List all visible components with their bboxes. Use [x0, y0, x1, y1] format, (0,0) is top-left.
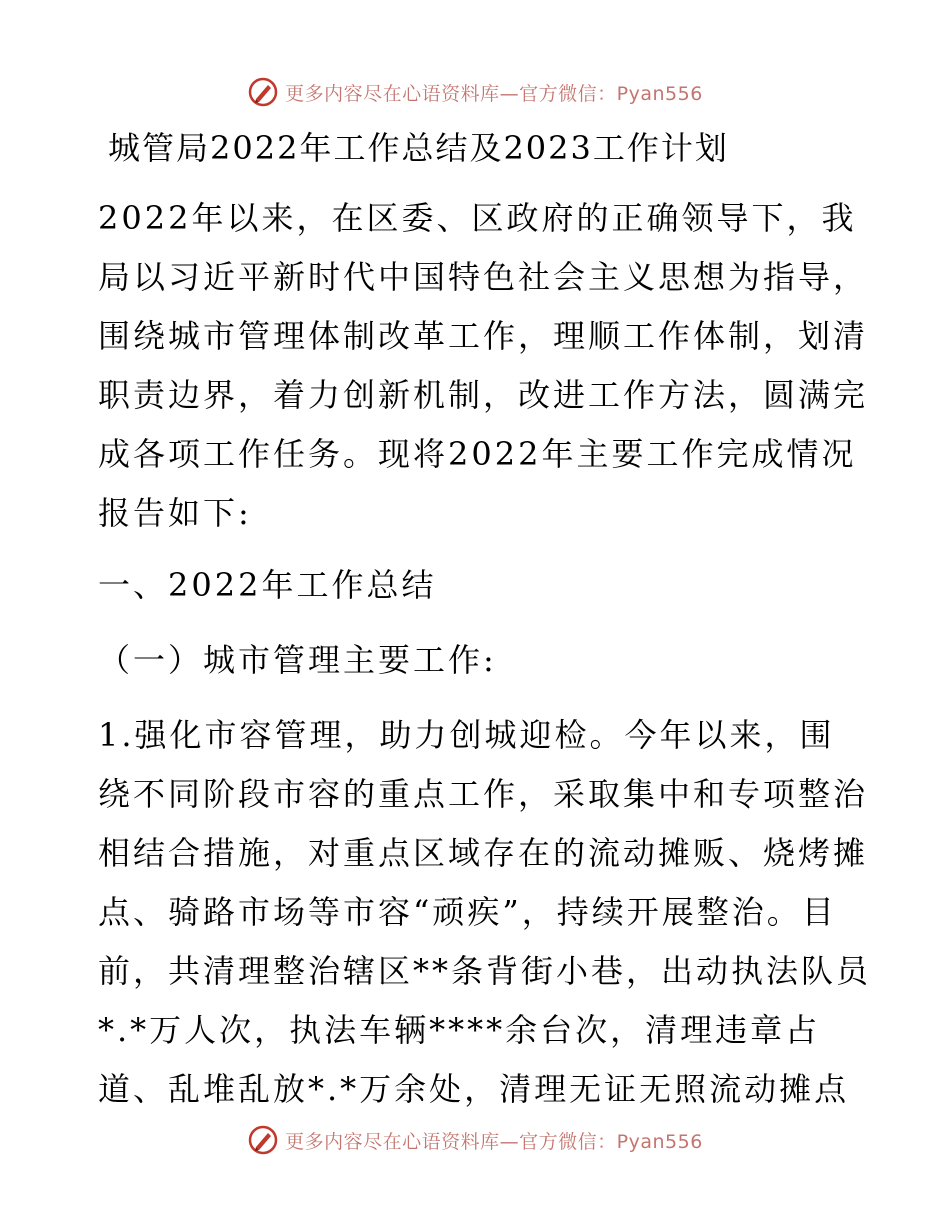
pen-logo-icon: [247, 1124, 279, 1156]
paragraph-line: 2022年以来，在区委、区政府的正确领导下，我: [98, 199, 857, 237]
paragraph-line: *.*万人次，执法车辆****余台次，清理违章占: [98, 1011, 821, 1049]
paragraph-line: 围绕城市管理体制改革工作，理顺工作体制，划清: [98, 317, 869, 355]
section-heading: 一、2022年工作总结: [98, 566, 437, 604]
paragraph-line: 道、乱堆乱放*.*万余处，清理无证无照流动摊点: [98, 1070, 850, 1108]
paragraph-line: 职责边界，着力创新机制，改进工作方法，圆满完: [98, 376, 869, 414]
paragraph-line: 成各项工作任务。现将2022年主要工作完成情况: [98, 435, 857, 473]
paragraph-line: 局以习近平新时代中国特色社会主义思想为指导，: [98, 258, 869, 296]
paragraph-line: 1.强化市容管理，助力创城迎检。今年以来，围: [98, 716, 835, 754]
document-title: 城管局2022年工作总结及2023工作计划: [108, 129, 729, 167]
paragraph-line: 报告如下:: [98, 494, 252, 532]
watermark-header: [0, 72, 950, 112]
pen-logo-icon: [247, 76, 279, 108]
paragraph-line: 前，共清理整治辖区**条背街小巷，出动执法队员: [98, 952, 872, 990]
paragraph-line: 点、骑路市场等市容“顽疾”，持续开展整治。目: [98, 893, 837, 931]
paragraph-line: 绕不同阶段市容的重点工作，采取集中和专项整治: [98, 775, 869, 813]
paragraph-line: 相结合措施，对重点区域存在的流动摊贩、烧烤摊: [98, 834, 869, 872]
subsection-heading: （一）城市管理主要工作:: [98, 641, 497, 679]
watermark-text: 更多内容尽在心语资料库—官方微信：Pyan556: [285, 82, 703, 105]
watermark-text: 更多内容尽在心语资料库—官方微信：Pyan556: [285, 1130, 703, 1153]
watermark-footer: [0, 1120, 950, 1160]
